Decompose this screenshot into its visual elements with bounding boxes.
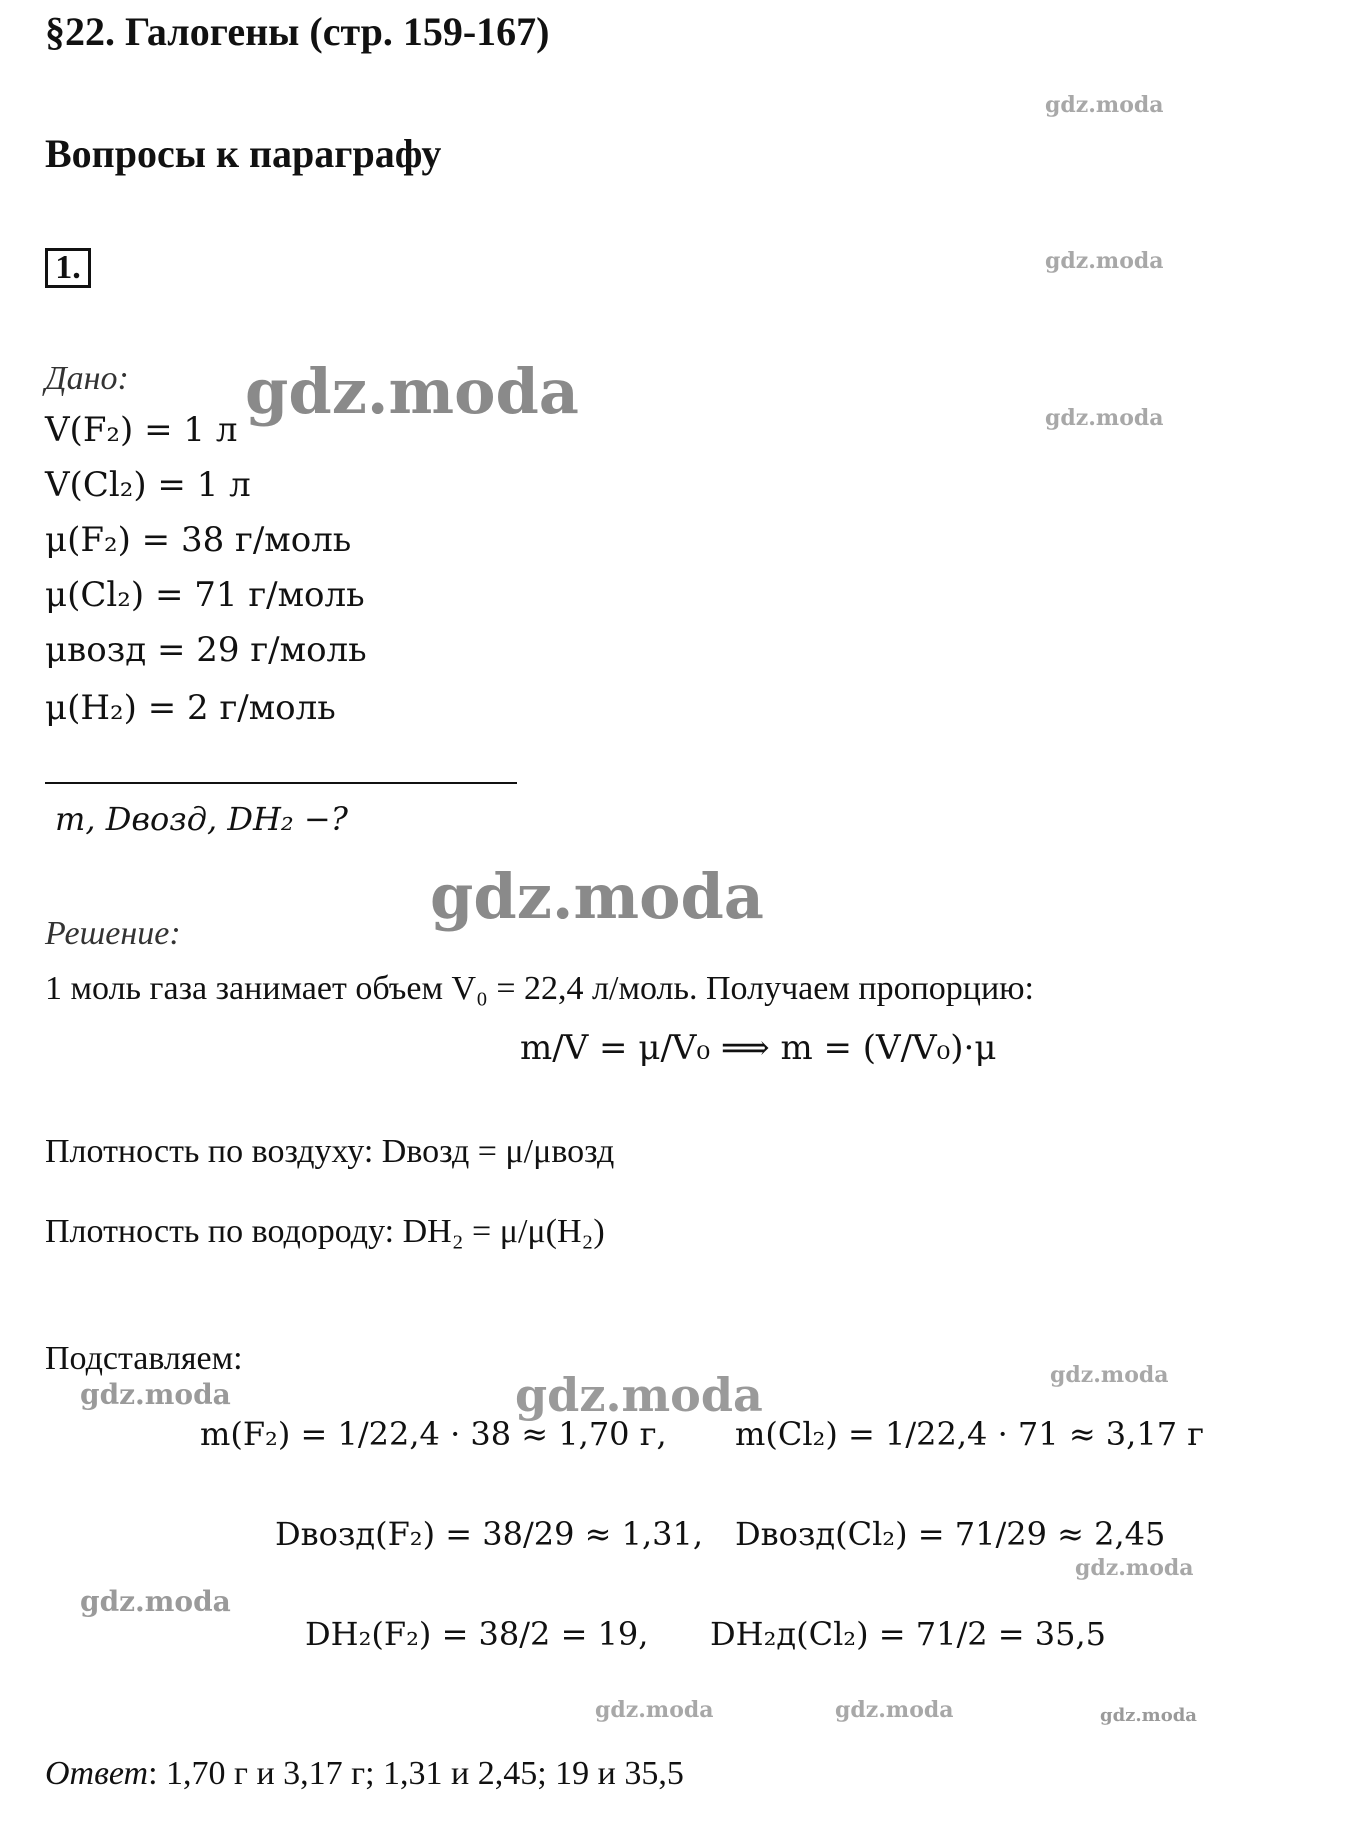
watermark: gdz.moda bbox=[80, 1378, 231, 1411]
given-line: V(F₂) = 1 л bbox=[45, 410, 238, 450]
given-line: μ(Cl₂) = 71 г/моль bbox=[45, 575, 365, 615]
hydrogen-density-formula: Плотность по водороду: DH₂ = μ/μ(H₂) bbox=[45, 1213, 605, 1250]
watermark: gdz.moda bbox=[1050, 1362, 1169, 1388]
proportion-formula: m/V = μ/V₀ ⟹ m = (V/V₀)·μ bbox=[520, 1028, 997, 1068]
answer-label: Ответ bbox=[45, 1755, 149, 1792]
given-divider bbox=[45, 782, 517, 784]
calc-mass-f2: m(F₂) = 1/22,4 · 38 ≈ 1,70 г, bbox=[200, 1415, 667, 1453]
question-number: 1. bbox=[45, 248, 91, 288]
watermark: gdz.moda bbox=[1045, 248, 1164, 274]
given-line: V(Cl₂) = 1 л bbox=[45, 465, 251, 505]
calc-dh2-cl2: DH₂д(Cl₂) = 71/2 = 35,5 bbox=[710, 1615, 1107, 1653]
page-title: §22. Галогены (стр. 159-167) bbox=[45, 9, 550, 54]
watermark: gdz.moda bbox=[595, 1697, 714, 1723]
watermark: gdz.moda bbox=[1075, 1555, 1194, 1581]
solution-label: Решение: bbox=[45, 915, 181, 952]
given-label: Дано: bbox=[45, 360, 129, 397]
given-line: μ(H₂) = 2 г/моль bbox=[45, 688, 336, 728]
watermark: gdz.moda bbox=[430, 860, 764, 933]
section-heading: Вопросы к параграфу bbox=[45, 131, 442, 176]
answer-line bbox=[45, 1755, 684, 1793]
watermark: gdz.moda bbox=[245, 355, 579, 428]
air-density-formula: Плотность по воздуху: Dвозд = μ/μвозд bbox=[45, 1133, 615, 1170]
watermark: gdz.moda bbox=[80, 1585, 231, 1618]
solution-intro: 1 моль газа занимает объем V₀ = 22,4 л/моль. Получаем пропорцию: bbox=[45, 970, 1035, 1007]
calc-dair-cl2: Dвозд(Cl₂) = 71/29 ≈ 2,45 bbox=[735, 1515, 1166, 1553]
calc-mass-cl2: m(Cl₂) = 1/22,4 · 71 ≈ 3,17 г bbox=[735, 1415, 1204, 1453]
given-line: μвозд = 29 г/моль bbox=[45, 630, 367, 670]
calc-dh2-f2: DH₂(F₂) = 38/2 = 19, bbox=[305, 1615, 649, 1653]
answer-text: : 1,70 г и 3,17 г; 1,31 и 2,45; 19 и 35,5 bbox=[148, 1755, 684, 1792]
watermark: gdz.moda bbox=[1100, 1705, 1197, 1726]
watermark: gdz.moda bbox=[1045, 405, 1164, 431]
find-line: m, Dвозд, DH₂ −? bbox=[55, 800, 348, 838]
calc-dair-f2: Dвозд(F₂) = 38/29 ≈ 1,31, bbox=[275, 1515, 704, 1553]
given-line: μ(F₂) = 38 г/моль bbox=[45, 520, 352, 560]
watermark: gdz.moda bbox=[515, 1368, 763, 1422]
watermark: gdz.moda bbox=[1045, 92, 1164, 118]
substitute-label: Подставляем: bbox=[45, 1340, 243, 1377]
watermark: gdz.moda bbox=[835, 1697, 954, 1723]
